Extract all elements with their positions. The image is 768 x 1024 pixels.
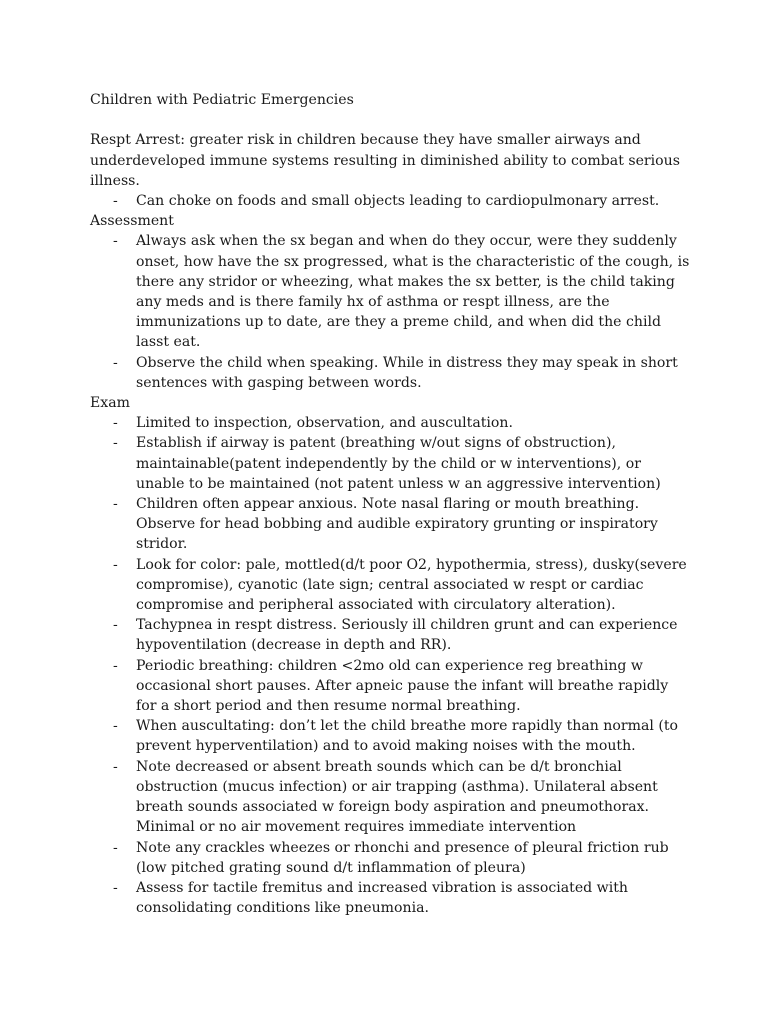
list-item-text: Note any crackles wheezes or rhonchi and presence of pleural friction rub (low pitched grating sound d/t inflammation of pleura) xyxy=(136,839,669,876)
list-item xyxy=(90,555,690,616)
spacer xyxy=(90,110,690,130)
bullet-dash: - xyxy=(113,879,118,896)
list-item xyxy=(90,191,690,211)
bullet-dash: - xyxy=(113,193,118,209)
list-item xyxy=(90,878,690,918)
list-item-text: Periodic breathing: children <2mo old can experience reg breathing w occasional short pauses. After apneic pause the infant will breathe rapidly for a short period and then resume normal breathing. xyxy=(136,657,669,715)
list-item xyxy=(90,433,690,494)
list-item xyxy=(90,615,690,655)
list-item xyxy=(90,353,690,393)
bullet-dash: - xyxy=(113,496,118,513)
bullet-dash: - xyxy=(113,435,118,452)
bullet-dash: - xyxy=(113,758,118,775)
exam-heading: Exam xyxy=(90,395,131,412)
document-title: Children with Pediatric Emergencies xyxy=(90,92,354,108)
list-item-text: When auscultating: don’t let the child breathe more rapidly than normal (to prevent hyperventilation) and to avoid making noises with the mouth. xyxy=(136,718,678,755)
list-item xyxy=(90,231,690,352)
list-item-text: Tachypnea in respt distress. Seriously ill children grunt and can experience hypoventilation (decrease in depth and RR). xyxy=(136,617,678,654)
list-item-text: Assess for tactile fremitus and increased vibration is associated with consolidating conditions like pneumonia. xyxy=(136,879,628,917)
list-item xyxy=(90,413,690,433)
list-item xyxy=(90,757,690,838)
intro-list xyxy=(90,191,690,211)
list-item-text: Look for color: pale, mottled(d/t poor O2, hypothermia, stress), dusky(severe compromise), cyanotic (late sign; central associated w respt or cardiac compromise and peripheral associated with circulatory alteration). xyxy=(136,556,687,614)
document-page xyxy=(90,90,690,918)
list-item-text: Note decreased or absent breath sounds which can be d/t bronchial obstruction (mucus infection) or air trapping (asthma). Unilateral absent breath sounds associated w foreign body aspiration and pneumothorax. Minimal or no air movement requires immediate intervention xyxy=(136,758,658,836)
bullet-dash: - xyxy=(113,657,118,674)
list-item xyxy=(90,494,690,555)
list-item xyxy=(90,656,690,717)
bullet-dash: - xyxy=(113,839,118,856)
list-item-text: Limited to inspection, observation, and auscultation. xyxy=(136,415,513,432)
list-item-text: Always ask when the sx began and when do they occur, were they suddenly onset, how have the sx progressed, what is the characteristic of the cough, is there any stridor or wheezing, what makes the sx better, is the child taking any meds and is there family hx of asthma or respt illness, are the immunizations up to date, are they a preme child, and when did the child lasst eat. xyxy=(136,233,690,351)
bullet-dash: - xyxy=(113,415,118,432)
assessment-list xyxy=(90,231,690,393)
list-item xyxy=(90,716,690,756)
list-item-text: Observe the child when speaking. While in distress they may speak in short sentences with gasping between words. xyxy=(136,354,678,391)
list-item-text: Establish if airway is patent (breathing w/out signs of obstruction), maintainable(patent independently by the child or w interventions), or unable to be maintained (not patent unless w an aggressive intervention) xyxy=(136,435,661,492)
list-item-text: Children often appear anxious. Note nasal flaring or mouth breathing. Observe for head bobbing and audible expiratory grunting or inspiratory stridor. xyxy=(136,496,658,553)
bullet-dash: - xyxy=(113,233,118,250)
bullet-dash: - xyxy=(113,556,118,573)
bullet-dash: - xyxy=(113,718,118,735)
list-item xyxy=(90,838,690,878)
list-item-text: Can choke on foods and small objects leading to cardiopulmonary arrest. xyxy=(136,193,660,209)
bullet-dash: - xyxy=(113,354,118,371)
intro-paragraph: Respt Arrest: greater risk in children because they have smaller airways and underdeveloped immune systems resulting in diminished ability to combat serious illness. xyxy=(90,132,680,189)
bullet-dash: - xyxy=(113,617,118,634)
assessment-heading: Assessment xyxy=(90,213,174,230)
exam-list xyxy=(90,413,690,918)
